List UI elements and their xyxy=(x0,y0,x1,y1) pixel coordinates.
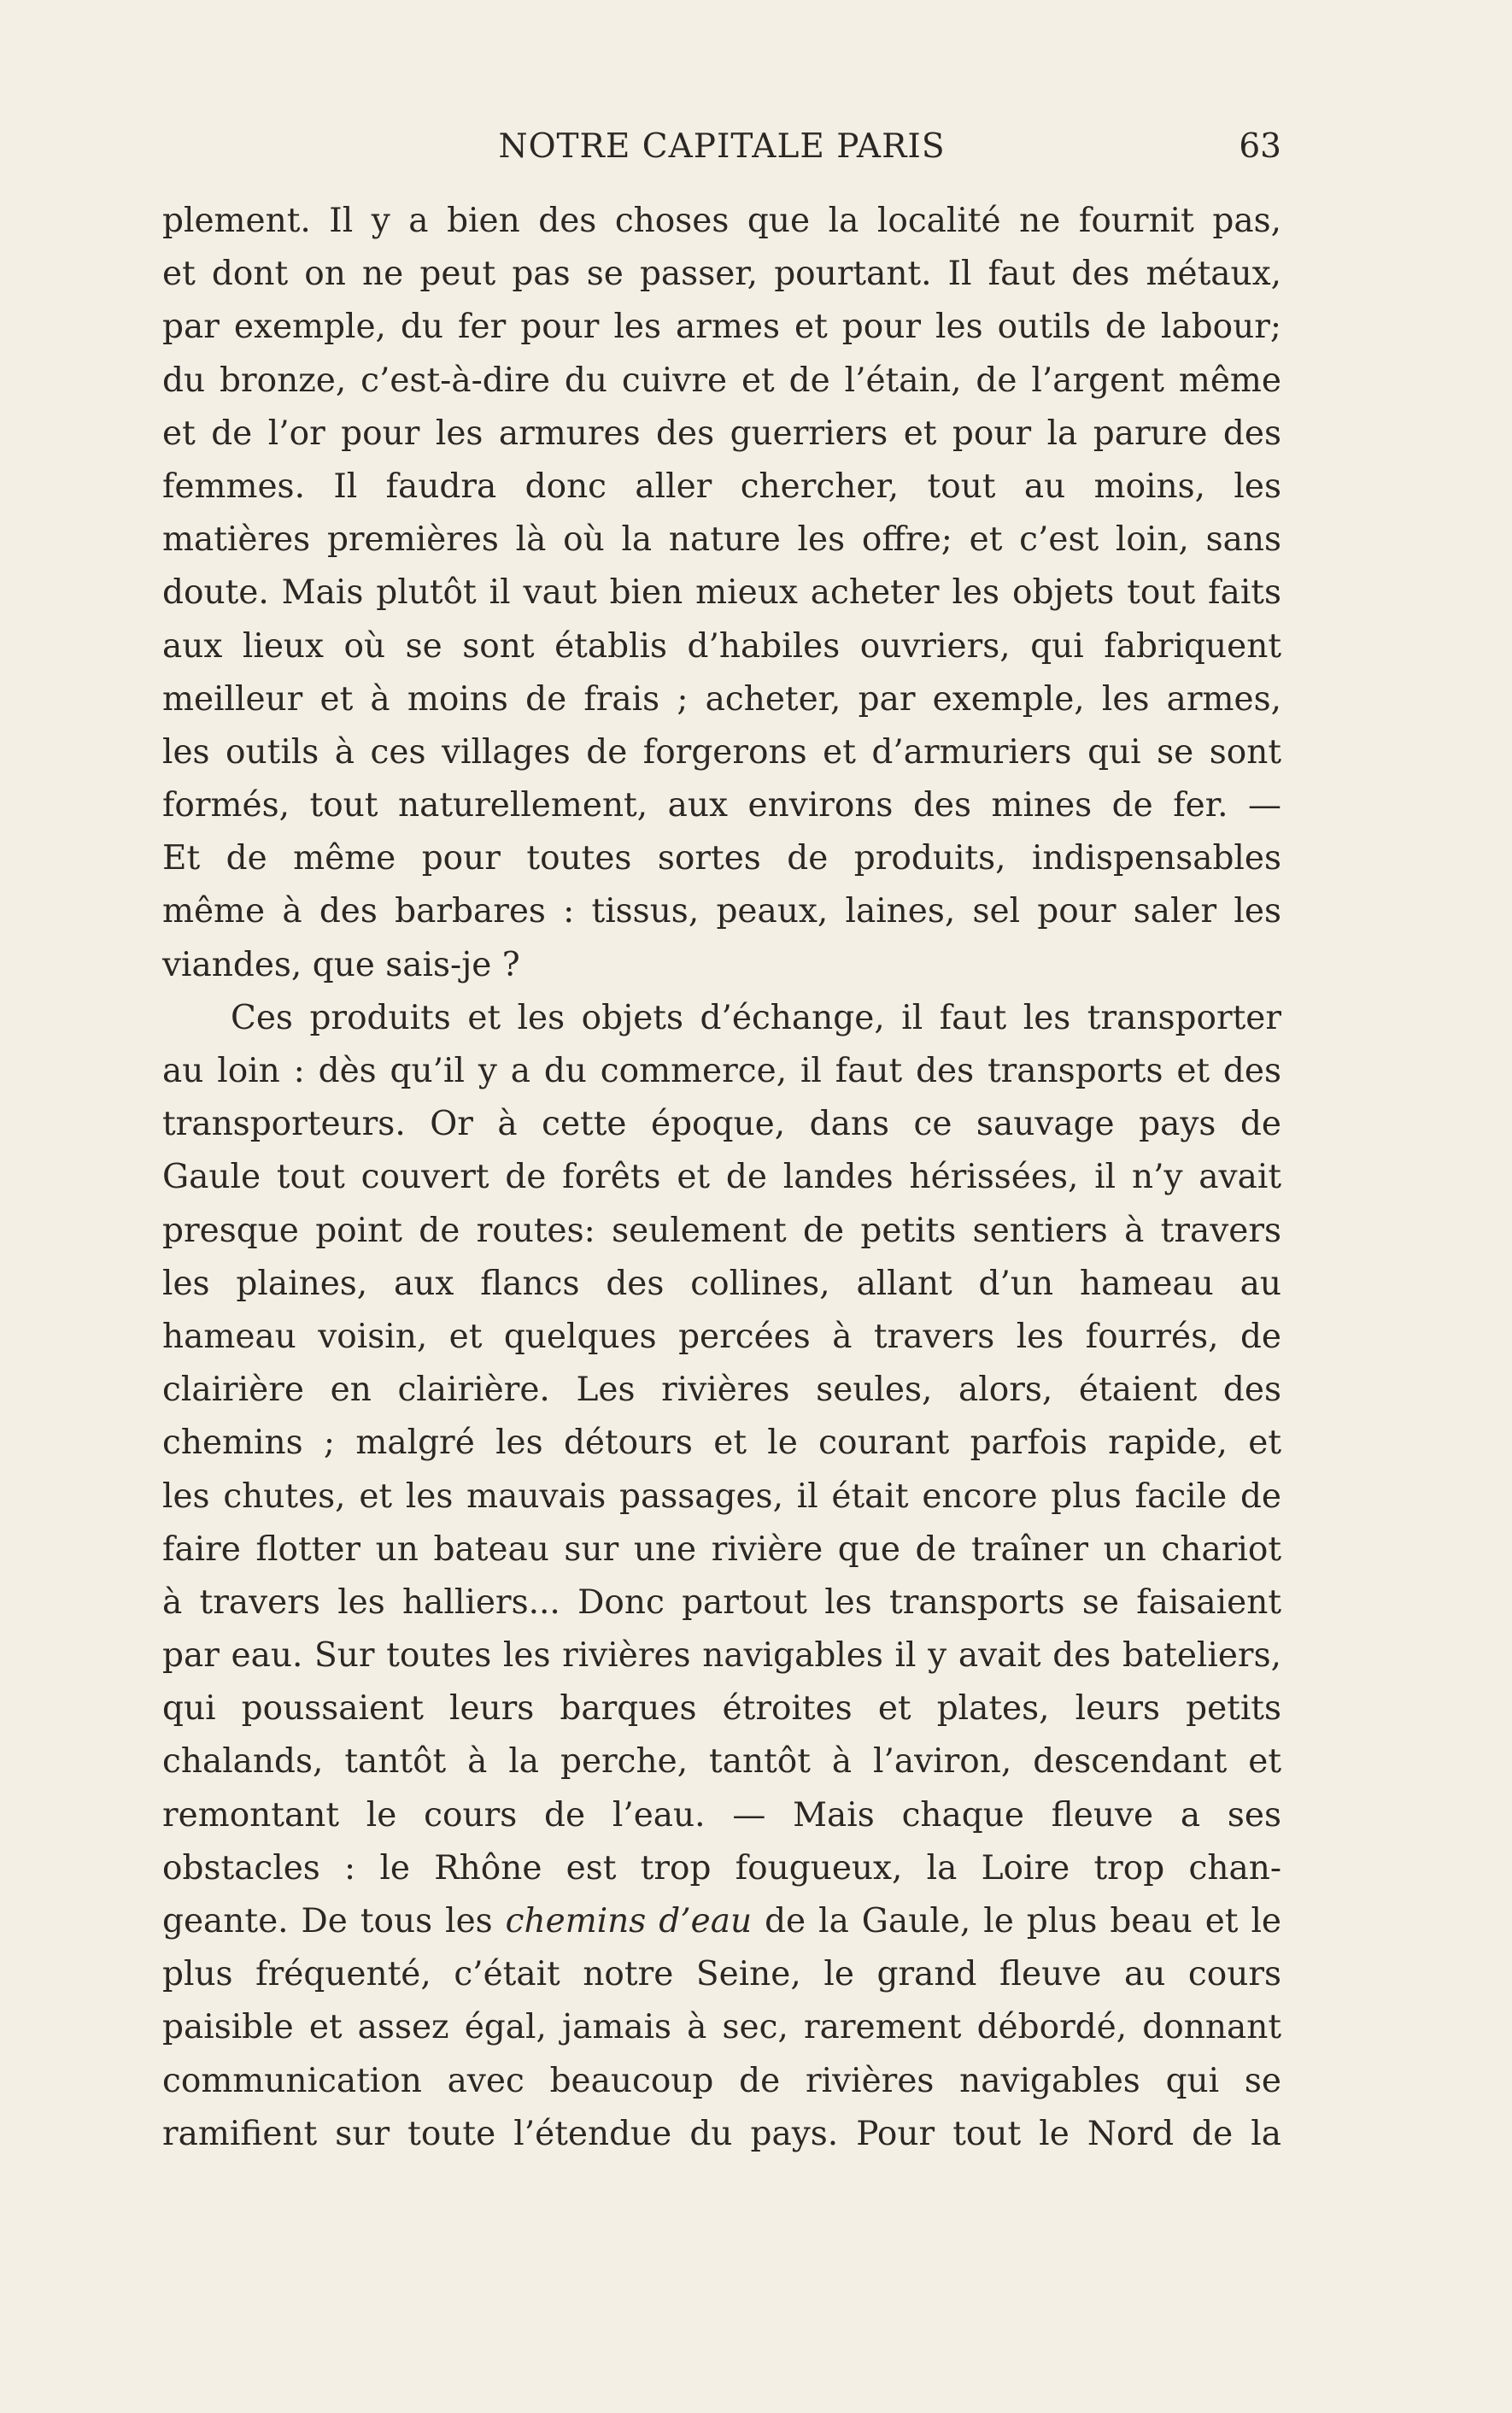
text-line: presque point de routes: seulement de petits sentiers à travers xyxy=(162,1211,1281,1250)
text-line: Gaule tout couvert de forêts et de landes hérissées, il n’y avait xyxy=(162,1158,1281,1197)
text-line-paragraph-start: Ces produits et les objets d’échange, il faut les transporter xyxy=(231,998,1281,1037)
text-line: remontant le cours de l’eau. — Mais chaque fleuve a ses xyxy=(162,1795,1281,1835)
text-line: matières premières là où la nature les offre; et c’est loin, sans xyxy=(162,520,1281,560)
text-line: Et de même pour toutes sortes de produits, indispensables xyxy=(162,839,1281,878)
text-line: même à des barbares : tissus, peaux, laines, sel pour saler les xyxy=(162,892,1281,931)
text-line: faire flotter un bateau sur une rivière que de traîner un chariot xyxy=(162,1529,1281,1569)
text-line: qui poussaient leurs barques étroites et plates, leurs petits xyxy=(162,1689,1281,1729)
text-line-paragraph-end: viandes, que sais-je ? xyxy=(162,945,520,984)
text-line: ramifient sur toute l’étendue du pays. Pour tout le Nord de la xyxy=(162,2114,1281,2153)
text-line: les chutes, et les mauvais passages, il était encore plus facile de xyxy=(162,1477,1281,1516)
text-line: au loin : dès qu’il y a du commerce, il faut des transports et des xyxy=(162,1052,1281,1090)
text-line: à travers les halliers... Donc partout les transports se faisaient xyxy=(162,1582,1281,1622)
text-run: geante. De tous les xyxy=(162,1902,506,1940)
text-line: communication avec beaucoup de rivières navigables qui se xyxy=(162,2061,1281,2100)
text-line: formés, tout naturellement, aux environs des mines de fer. — xyxy=(162,786,1281,825)
text-line: les outils à ces villages de forgerons et d’armuriers qui se sont xyxy=(162,732,1281,772)
text-line: du bronze, c’est-à-dire du cuivre et de l’étain, de l’argent même xyxy=(162,361,1281,400)
text-line: les plaines, aux flancs des collines, allant d’un hameau au xyxy=(162,1264,1281,1303)
text-line-with-italic xyxy=(162,1895,1281,1948)
text-line: aux lieux où se sont établis d’habiles ouvriers, qui fabriquent xyxy=(162,626,1281,666)
text-line: plement. Il y a bien des choses que la localité ne fournit pas, xyxy=(162,202,1281,240)
text-line: hameau voisin, et quelques percées à travers les fourrés, de xyxy=(162,1317,1281,1356)
page-number: 63 xyxy=(1239,127,1281,166)
text-line: meilleur et à moins de frais ; acheter, par exemple, les armes, xyxy=(162,679,1281,719)
text-run: de la Gaule, le plus beau et le xyxy=(752,1902,1281,1940)
text-line: chalands, tantôt à la perche, tantôt à l’aviron, descendant et xyxy=(162,1742,1281,1782)
text-line: par eau. Sur toutes les rivières navigables il y avait des bateliers, xyxy=(162,1636,1281,1676)
text-line: transporteurs. Or à cette époque, dans ce sauvage pays de xyxy=(162,1105,1281,1144)
italic-phrase: chemins d’eau xyxy=(505,1902,753,1940)
text-line: et de l’or pour les armures des guerriers et pour la parure des xyxy=(162,414,1281,453)
text-line: obstacles : le Rhône est trop fougueux, la Loire trop chan- xyxy=(162,1848,1281,1888)
text-line: chemins ; malgré les détours et le courant parfois rapide, et xyxy=(162,1424,1281,1463)
text-line: femmes. Il faudra donc aller chercher, tout au moins, les xyxy=(162,467,1281,506)
running-head xyxy=(162,121,1281,173)
text-line: clairière en clairière. Les rivières seules, alors, étaient des xyxy=(162,1371,1281,1410)
running-title: NOTRE CAPITALE PARIS xyxy=(498,127,946,166)
text-line: plus fréquenté, c’était notre Seine, le grand fleuve au cours xyxy=(162,1955,1281,1994)
text-line: et dont on ne peut pas se passer, pourtant. Il faut des métaux, xyxy=(162,255,1281,294)
text-line: paisible et assez égal, jamais à sec, rarement débordé, donnant xyxy=(162,2008,1281,2047)
text-line: doute. Mais plutôt il vaut bien mieux acheter les objets tout faits xyxy=(162,573,1281,613)
text-line: par exemple, du fer pour les armes et pour les outils de labour; xyxy=(162,308,1281,347)
body-text xyxy=(162,195,1281,2161)
